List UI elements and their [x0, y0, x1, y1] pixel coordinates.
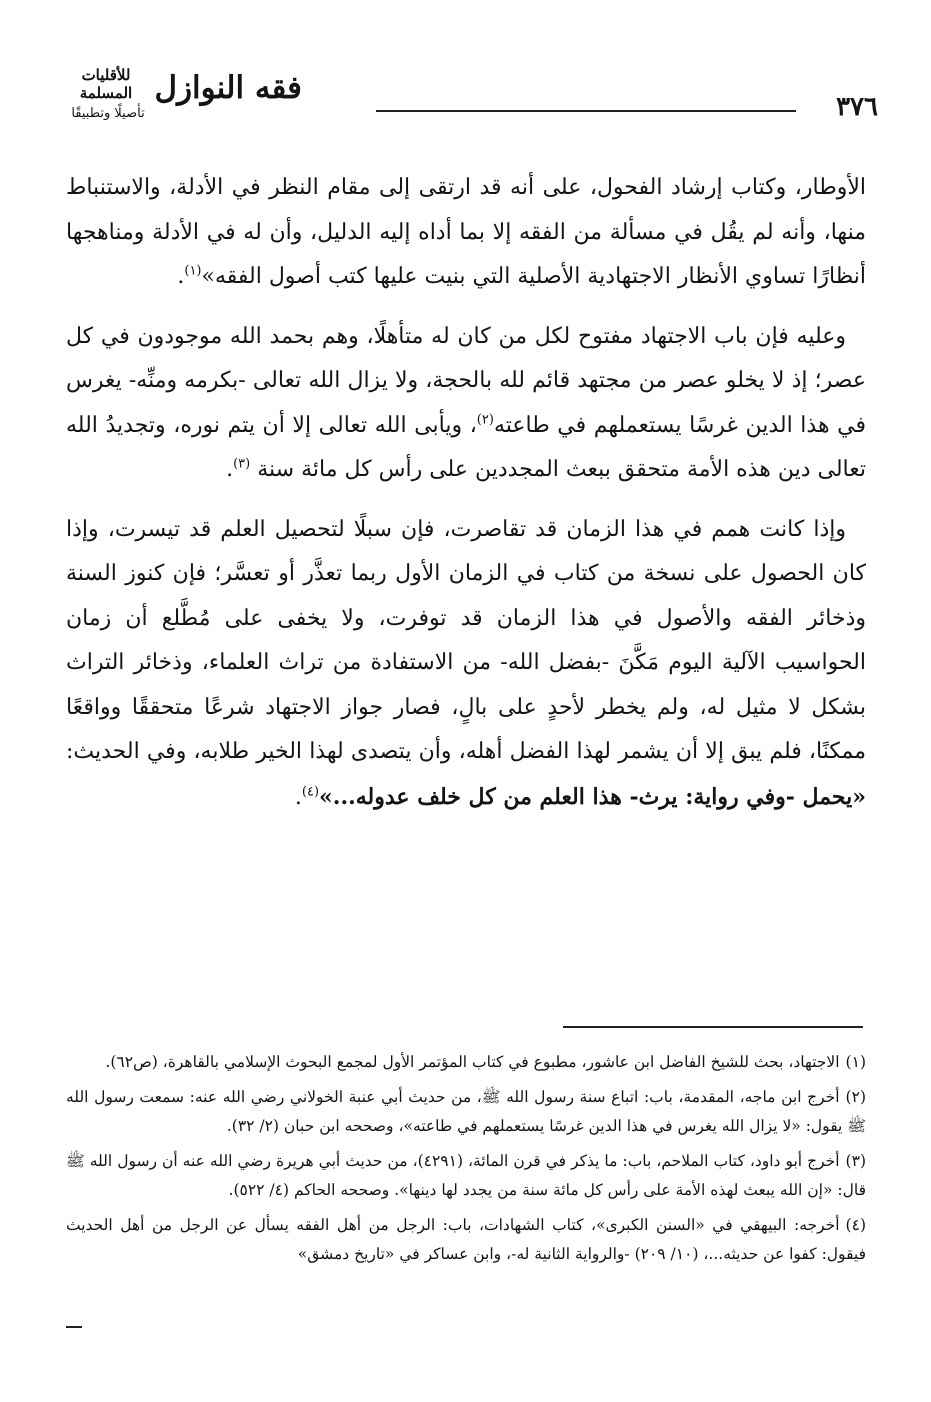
footnote-text: الاجتهاد، بحث للشيخ الفاضل ابن عاشور، مطبوع في كتاب المؤتمر الأول لمجمع البحوث الإسلامي بالقاهرة، (ص٦٢). [105, 1053, 840, 1071]
footnote-item [66, 1211, 866, 1269]
footnote-item [66, 1048, 866, 1077]
paragraph-3-text: وإذا كانت همم في هذا الزمان قد تقاصرت، فإن سبلًا لتحصيل العلم قد تيسرت، وإذا كان الحصول على نسخة من كتاب في الزمان الأول ربما تعذَّر أو تعسَّر؛ فإن كنوز السنة وذخائر الفقه والأصول في هذا الزمان قد توفرت، ولا يخفى على مُطَّلع أن زمان الحواسيب الآلية اليوم مَكَّنَ -بفضل الله- من الاستفادة من تراث العلماء، وذخائر التراث بشكل لا مثيل له، ولم يخطر لأحدٍ على بالٍ، فصار جواز الاجتهاد شرعًا متحققًا وواقعًا ممكنًا، فلم يبق إلا أن يشمر لهذا الفضل أهله، وأن يتصدى لهذا الخير طلابه، وفي الحديث: [66, 516, 866, 764]
book-title: فقه النوازل [154, 70, 302, 106]
footnote-number: (٤) [845, 1216, 866, 1234]
footnote-ref-1[interactable]: (١) [184, 263, 202, 279]
footnote-text: أخرج أبو داود، كتاب الملاحم، باب: ما يذكر في قرن المائة، (٤٢٩١)، من حديث أبي هريرة رضي الله عنه أن رسول الله ﷺ قال: «إن الله يبعث لهذه الأمة على رأس كل مائة سنة من يجدد لها دينها». وصححه الحاكم (٤/ ٥٢٢). [66, 1152, 866, 1199]
paragraph-2-end: . [226, 457, 234, 482]
hadith-quote: «يحمل -وفي رواية: يرث- هذا العلم من كل خلف عدوله...» [319, 783, 866, 810]
footnote-number: (١) [845, 1053, 866, 1071]
book-subtitle-2: تأصيلًا وتطبيقًا [71, 106, 145, 121]
footnotes [66, 1048, 866, 1275]
paragraph-2 [66, 315, 866, 493]
footnote-ref-4[interactable]: (٤) [301, 784, 320, 800]
running-header [56, 56, 878, 138]
body-text [66, 166, 866, 835]
footnote-text: أخرج ابن ماجه، المقدمة، باب: اتباع سنة رسول الله ﷺ، من حديث أبي عنبة الخولاني رضي الله عنه: سمعت رسول الله ﷺ يقول: «لا يزال الله يغرس في هذا الدين غرسًا يستعملهم في طاعته»، وصححه ابن حبان (٢/ ٣٢). [66, 1088, 866, 1135]
paragraph-2-text-b: ، ويأبى الله تعالى إلا أن يتم نوره، وتجديدُ الله تعالى دين هذه الأمة متحقق ببعث المجددين على رأس كل مائة سنة [66, 412, 866, 482]
footnote-text: أخرجه: البيهقي في «السنن الكبرى»، كتاب الشهادات، باب: الرجل من أهل الفقه يسأل عن الرجل من أهل الحديث فيقول: كفوا عن حديثه...، (١٠/ ٢٠٩) -والرواية الثانية له-، وابن عساكر في «تاريخ دمشق» [66, 1216, 866, 1263]
footnote-number: (٢) [845, 1088, 866, 1106]
footnote-item [66, 1147, 866, 1205]
footnote-continuation-mark [66, 1326, 82, 1328]
footnote-separator [563, 1026, 863, 1028]
header-title-block [56, 56, 386, 138]
page-number: ٣٧٦ [836, 92, 878, 122]
footnote-ref-3[interactable]: (٣) [233, 456, 251, 472]
footnote-ref-2[interactable]: (٢) [476, 412, 494, 428]
paragraph-3 [66, 508, 866, 821]
header-rule [376, 110, 796, 112]
paragraph-2-text-a: وعليه فإن باب الاجتهاد مفتوح لكل من كان له متأهلًا، وهم بحمد الله موجودون في كل عصر؛ إذ لا يخلو عصر من مجتهد قائم لله بالحجة، ولا يزال الله تعالى -بكرمه ومنِّه- يغرس في هذا الدين غرسًا يستعملهم في طاعته [66, 323, 866, 438]
footnote-number: (٣) [845, 1152, 866, 1170]
book-subtitle: للأقليات المسلمة [79, 66, 133, 102]
paragraph-3-end: . [294, 784, 302, 810]
paragraph-1-text: الأوطار، وكتاب إرشاد الفحول، على أنه قد ارتقى إلى مقام النظر في الأدلة، والاستنباط منها، وأنه لم يقُل في مسألة من الفقه إلا بما أداه إليه الدليل، وأن له في الأدلة ومناهجها أنظارًا تساوي الأنظار الاجتهادية الأصلية التي بنيت عليها كتب أصول الفقه» [66, 175, 866, 289]
paragraph-1-end: . [177, 264, 185, 289]
paragraph-1 [66, 166, 866, 300]
footnote-item [66, 1083, 866, 1141]
